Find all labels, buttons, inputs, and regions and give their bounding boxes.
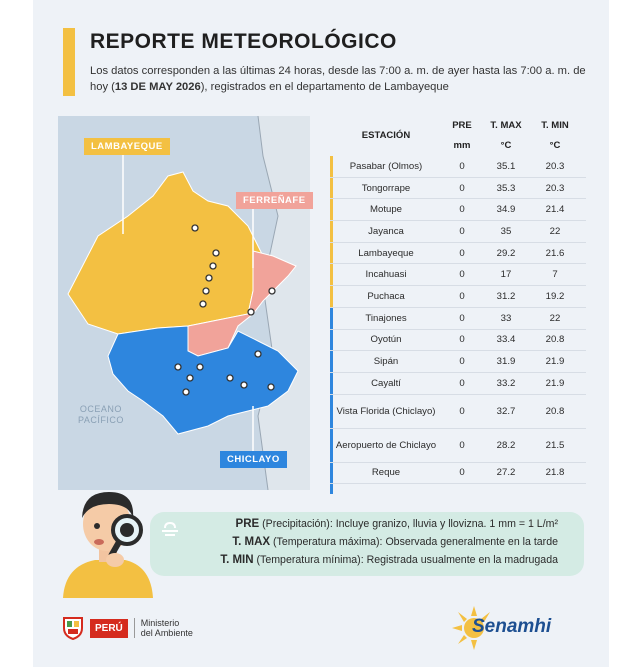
tmax-cell: 35.3 xyxy=(496,182,516,194)
label-ocean: OCEANO PACÍFICO xyxy=(78,404,124,425)
pre-cell: 0 xyxy=(459,467,465,479)
pre-cell: 0 xyxy=(459,312,465,324)
station-cell: Lambayeque xyxy=(358,247,414,259)
legend-tmax: T. MAX (Temperatura máxima): Observada generalmente en la tarde xyxy=(232,536,558,548)
tmax-cell: 27.2 xyxy=(496,467,516,479)
tmin-cell: 21.9 xyxy=(545,377,565,389)
station-cell: Puchaca xyxy=(367,290,405,302)
tmin-cell: 22 xyxy=(549,225,561,237)
station-cell: Aeropuerto de Chiclayo xyxy=(335,439,437,451)
table-row xyxy=(330,264,586,286)
peru-shield-icon xyxy=(62,616,84,640)
header-tmin: T. MIN xyxy=(541,120,569,131)
station-cell: Sipán xyxy=(373,356,399,368)
station-cell: Jayanca xyxy=(368,225,404,237)
tmin-cell: 7 xyxy=(552,269,558,281)
station-table xyxy=(330,116,586,484)
report-date: 13 DE MAY 2026 xyxy=(114,81,201,93)
table-row xyxy=(330,156,586,178)
station-cell: Tongorrape xyxy=(361,182,411,194)
legend-pre: PRE (Precipitación): Incluye granizo, lluvia y llovizna. 1 mm = 1 L/m² xyxy=(235,518,558,530)
tmin-cell: 20.3 xyxy=(545,182,565,194)
tmin-cell: 20.3 xyxy=(545,160,565,172)
pre-cell: 0 xyxy=(459,334,465,346)
pre-cell: 0 xyxy=(459,182,465,194)
table-row xyxy=(330,199,586,221)
tmin-cell: 22 xyxy=(549,312,561,324)
tmin-cell: 19.2 xyxy=(545,290,565,302)
table-row xyxy=(330,308,586,330)
map-svg xyxy=(58,116,310,490)
table-row xyxy=(330,221,586,243)
table-row xyxy=(330,330,586,352)
pre-cell: 0 xyxy=(459,204,465,216)
station-cell: Pasabar (Olmos) xyxy=(349,160,423,172)
pre-cell: 0 xyxy=(459,160,465,172)
label-lambayeque: LAMBAYEQUE xyxy=(84,138,170,155)
pre-cell: 0 xyxy=(459,377,465,389)
pre-cell: 0 xyxy=(459,269,465,281)
weather-icon xyxy=(160,518,180,538)
tmin-cell: 21.8 xyxy=(545,467,565,479)
pre-cell: 0 xyxy=(459,405,465,417)
station-cell: Vista Florida (Chiclayo) xyxy=(336,405,436,417)
pre-cell: 0 xyxy=(459,356,465,368)
lambayeque-map xyxy=(58,116,310,490)
peru-label: PERÚ xyxy=(90,619,128,638)
table-row xyxy=(330,463,586,485)
header-pre: PRE xyxy=(452,120,472,131)
header-tmin-unit: °C xyxy=(549,140,561,151)
tmin-cell: 21.5 xyxy=(545,439,565,451)
ministry-name: Ministerio del Ambiente xyxy=(134,618,193,638)
table-row xyxy=(330,351,586,373)
tmin-cell: 21.4 xyxy=(545,204,565,216)
tmax-cell: 28.2 xyxy=(496,439,516,451)
peru-ministry-logo xyxy=(62,616,193,640)
title-accent-bar xyxy=(63,28,75,96)
legend-tmin: T. MIN (Temperatura mínima): Registrada usualmente en la madrugada xyxy=(220,554,558,566)
station-cell: Incahuasi xyxy=(365,269,407,281)
tmin-cell: 21.6 xyxy=(545,247,565,259)
tmin-cell: 20.8 xyxy=(545,405,565,417)
tmax-cell: 33.2 xyxy=(496,377,516,389)
header-station: ESTACIÓN xyxy=(361,130,411,141)
station-cell: Reque xyxy=(371,467,401,479)
header-pre-unit: mm xyxy=(453,140,471,151)
tmin-cell: 21.9 xyxy=(545,356,565,368)
page-title: REPORTE METEOROLÓGICO xyxy=(90,30,397,53)
intro-text: Los datos corresponden a las últimas 24 horas, desde las 7:00 a. m. de ayer hasta las 7:00 a. m. de hoy (13 DE MAY 2026), registrados en el departamento de Lambayeque xyxy=(90,65,586,93)
pre-cell: 0 xyxy=(459,225,465,237)
pre-cell: 0 xyxy=(459,290,465,302)
header-tmax-unit: °C xyxy=(500,140,512,151)
pre-cell: 0 xyxy=(459,439,465,451)
table-row xyxy=(330,178,586,200)
station-cell: Cayaltí xyxy=(371,377,401,389)
tmax-cell: 17 xyxy=(500,269,512,281)
child-magnifier-illustration xyxy=(55,478,165,598)
tmax-cell: 31.9 xyxy=(496,356,516,368)
tmax-cell: 33.4 xyxy=(496,334,516,346)
header-tmax: T. MAX xyxy=(490,120,522,131)
tmin-cell: 20.8 xyxy=(545,334,565,346)
pre-cell: 0 xyxy=(459,247,465,259)
table-row xyxy=(330,429,586,463)
tmax-cell: 33 xyxy=(500,312,512,324)
station-cell: Motupe xyxy=(370,204,402,216)
label-ferrenafe: FERREÑAFE xyxy=(236,192,313,209)
tmax-cell: 31.2 xyxy=(496,290,516,302)
tmax-cell: 34.9 xyxy=(496,204,516,216)
tmax-cell: 29.2 xyxy=(496,247,516,259)
table-row xyxy=(330,395,586,429)
senamhi-logo-text: Senamhi xyxy=(472,616,552,637)
table-row xyxy=(330,286,586,308)
label-chiclayo: CHICLAYO xyxy=(220,451,287,468)
table-row xyxy=(330,373,586,395)
legend-box xyxy=(150,512,584,576)
tmax-cell: 32.7 xyxy=(496,405,516,417)
table-body xyxy=(330,156,586,484)
tmax-cell: 35 xyxy=(500,225,512,237)
table-header xyxy=(330,116,586,156)
table-row xyxy=(330,243,586,265)
station-cell: Tinajones xyxy=(365,312,407,324)
tmax-cell: 35.1 xyxy=(496,160,516,172)
station-cell: Oyotún xyxy=(370,334,402,346)
